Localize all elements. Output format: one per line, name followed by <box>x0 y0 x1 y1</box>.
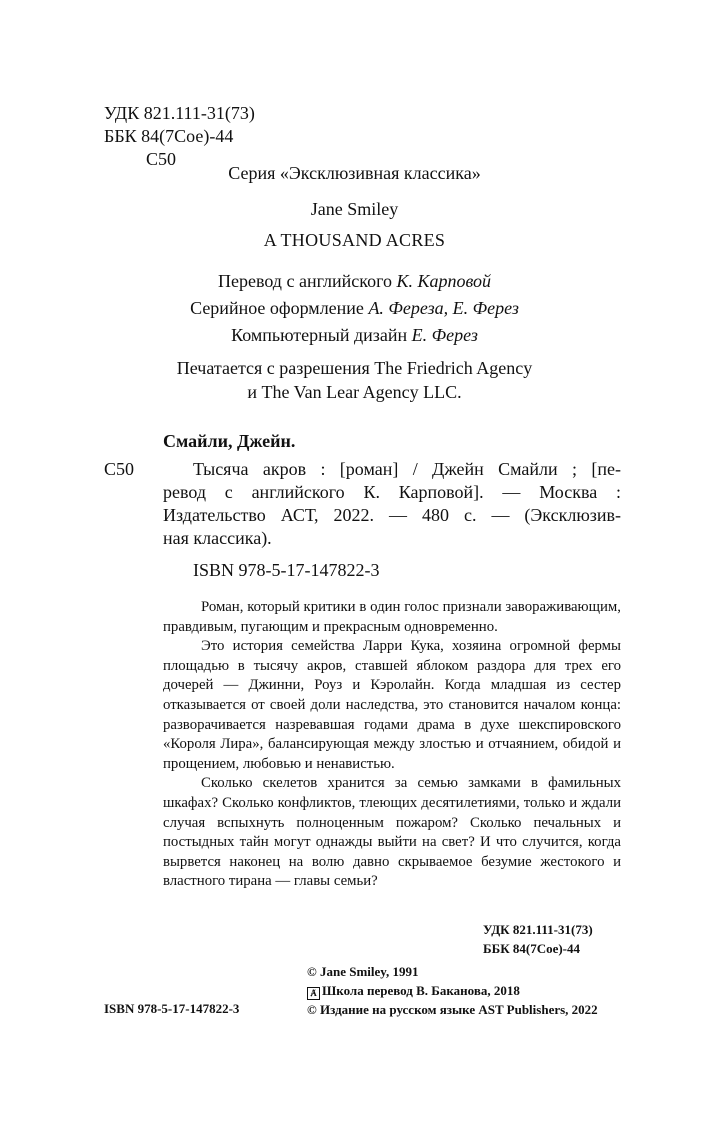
copyright-author: © Jane Smiley, 1991 <box>307 964 419 979</box>
credit-label: Компьютерный дизайн <box>231 325 408 345</box>
credit-label: Серийное оформление <box>190 298 364 318</box>
annotation-paragraph: Роман, который критики в один голос признали завораживающим, правдивым, пугающим и прекрасным одновременно. <box>163 599 621 635</box>
permission-line-1: Печатается с разрешения The Friedrich Agency <box>176 358 533 378</box>
udk-code: УДК 821.111-31(73) <box>104 103 255 123</box>
original-author: Jane Smiley <box>310 199 399 219</box>
bib-line-4: ная классика). <box>163 528 272 548</box>
credit-name: А. Фереза, Е. Ферез <box>368 298 519 318</box>
author-mark: С50 <box>146 149 177 169</box>
credit-name: Е. Ферез <box>411 325 478 345</box>
annotation <box>163 598 621 892</box>
bib-line-3: Издательство АСТ, 2022. — 480 с. — (Эксклюзив- <box>163 505 621 525</box>
isbn-line: ISBN 978-5-17-147822-3 <box>193 560 380 580</box>
original-title: A THOUSAND ACRES <box>263 230 446 250</box>
credit-label: Перевод с английского <box>217 271 393 291</box>
bbk-code: ББК 84(7Сое)-44 <box>104 126 234 146</box>
bib-line-2: ревод с английского К. Карповой]. — Москва : <box>163 482 621 502</box>
credit-translation <box>0 271 709 292</box>
permission-line-2: и The Van Lear Agency LLC. <box>247 382 462 402</box>
annotation-paragraph: Сколько скелетов хранится за семью замками в фамильных шкафах? Сколько конфликтов, тлеющих десятилетиями, только и ждали случая вспыхнуть полноценным пожаром? Сколько печальных и постыдных тайн могут однажды выйти на свет? И что случится, когда вырвется наконец на волю давно скрываемое безумие жестокого и властного тирана — главы семьи? <box>163 775 621 890</box>
bib-heading: Смайли, Джейн. <box>163 431 296 451</box>
margin-author-mark: С50 <box>104 459 135 479</box>
bib-line-1: Тысяча акров : [роман] / Джейн Смайли ; [пе- <box>193 459 621 479</box>
credit-name: К. Карповой <box>396 271 492 291</box>
school-logo-icon: Ⱥ <box>307 987 320 1000</box>
series-name: Серия «Эксклюзивная классика» <box>228 163 481 183</box>
credit-computer-design <box>0 325 709 346</box>
bbk-bottom: ББК 84(7Сое)-44 <box>483 941 581 956</box>
copyright-translation-text: Школа перевод В. Баканова, 2018 <box>322 983 520 998</box>
udk-bottom: УДК 821.111-31(73) <box>483 922 593 937</box>
annotation-paragraph: Это история семейства Ларри Кука, хозяина огромной фермы площадью в тысячу акров, ставшей яблоком раздора для трех его дочерей — Джинни, Роуз и Кэролайн. Когда младшая из сестер отказывается от своей доли наследства, это становится началом конца: разворачивается назревавшая годами драма в духе шекспировского «Короля Лира», балансирующая между злостью и отчаянием, обидой и прощением, любовью и ненавистью. <box>163 638 621 772</box>
isbn-bottom: ISBN 978-5-17-147822-3 <box>104 1001 240 1016</box>
copyright-edition: © Издание на русском языке AST Publishers, 2022 <box>307 1002 598 1017</box>
copyright-translation-school <box>307 982 520 1000</box>
credit-series-design <box>0 298 709 319</box>
